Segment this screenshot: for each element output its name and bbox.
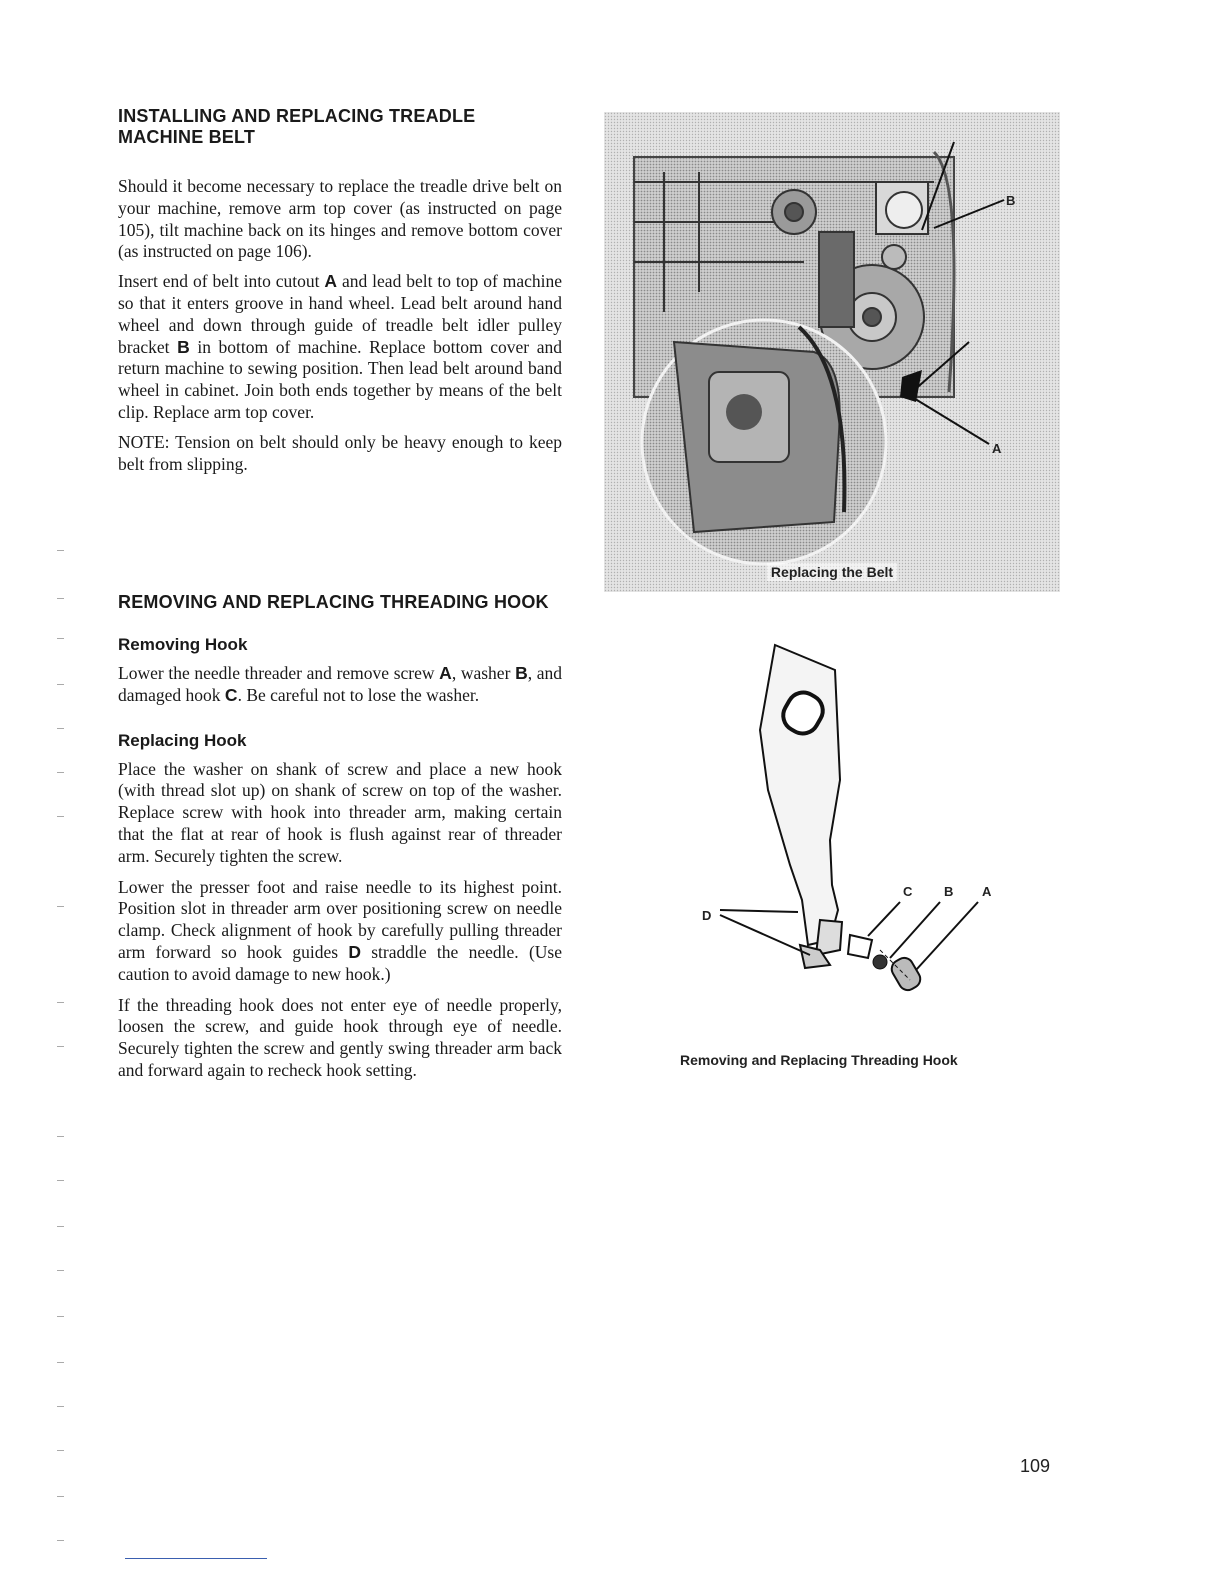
belt-p2-text-c: and lead belt to top of machine so that it enters groove in hand wheel. Lead belt around hand wheel and down through guide of treadle belt idler pulley bracket [118, 271, 562, 357]
section-belt [118, 106, 562, 483]
threader-arm [760, 645, 842, 968]
figure2-label-a: A [982, 884, 992, 899]
rep-text-a: Lower the presser foot and raise needle to its highest point. Position slot in threader arm over positioning screw on needle clamp. Check alignment of hook by carefully pulling threader arm forward so hook guides [118, 876, 562, 962]
margin-tick [57, 638, 64, 639]
belt-p2-text-e: in bottom of machine. Replace bottom cover and return machine to sewing position. Then lead belt around band wheel in cabinet. Join both ends together by means of the belt clip. Replace arm top cover. [118, 336, 562, 422]
margin-tick [57, 1046, 64, 1047]
belt-note: NOTE: Tension on belt should only be heavy enough to keep belt from slipping. [118, 431, 562, 474]
replacing-paragraph-3: If the threading hook does not enter eye of needle properly, loosen the screw, and guide hook through eye of needle. Securely tighten the screw and gently swing threader arm back and forward again to recheck hook setting. [118, 994, 562, 1080]
rep-text-c: straddle the needle. (Use caution to avoid damage to new hook.) [118, 941, 562, 984]
rep-label-d: D [348, 941, 361, 962]
replacing-paragraph-2 [118, 877, 562, 986]
margin-tick [57, 598, 64, 599]
washer-b [873, 955, 887, 969]
removing-hook-paragraph [118, 663, 562, 707]
margin-tick [57, 1362, 64, 1363]
margin-tick [57, 550, 64, 551]
margin-tick [57, 1270, 64, 1271]
section-belt-title: INSTALLING AND REPLACING TREADLE MACHINE BELT [118, 106, 476, 147]
margin-tick [57, 772, 64, 773]
section-hook-title: REMOVING AND REPLACING THREADING HOOK [118, 592, 549, 612]
margin-tick [57, 906, 64, 907]
screw-a [888, 955, 923, 994]
belt-p2-text-a: Insert end of belt into cutout [118, 271, 325, 292]
replacing-paragraph-1: Place the washer on shank of screw and place a new hook (with thread slot up) on shank of screw on top of the washer. Replace screw with hook into threader arm, making certain that the flat at rear of hook is flush against rear of threader arm. Securely tighten the screw. [118, 758, 562, 866]
rem-label-b: B [515, 663, 528, 683]
margin-tick [57, 1180, 64, 1181]
margin-tick [57, 1316, 64, 1317]
hook-parts [848, 935, 924, 993]
figure2-label-b: B [944, 884, 954, 899]
figure-threading-hook [690, 640, 1010, 1010]
figure2-caption: Removing and Replacing Threading Hook [680, 1052, 958, 1068]
figure2-label-d: D [702, 908, 712, 923]
bottom-rule [125, 1558, 267, 1559]
replacing-hook-heading: Replacing Hook [118, 730, 247, 750]
magnified-bobbin-circle [642, 320, 886, 564]
figure-replacing-belt [604, 112, 1060, 592]
margin-tick [57, 1450, 64, 1451]
belt-paragraph-1: Should it become necessary to replace the treadle drive belt on your machine, remove arm top cover (as instructed on page 105), tilt machine back on its hinges and remove bottom cover (as instructed on page 106). [118, 176, 562, 262]
margin-tick [57, 728, 64, 729]
removing-hook-heading: Removing Hook [118, 635, 248, 654]
page-number: 109 [1020, 1456, 1051, 1476]
rem-label-a: A [439, 663, 452, 683]
belt-paragraph-2 [118, 271, 562, 424]
figure1-label-a: A [992, 441, 1002, 456]
rem-text-c: , washer [451, 663, 516, 683]
belt-p2-label-a: A [324, 271, 338, 292]
figure2-label-c: C [903, 884, 913, 899]
margin-tick [57, 1002, 64, 1003]
margin-tick [57, 1496, 64, 1497]
margin-tick [57, 1540, 64, 1541]
belt-p2-label-b: B [177, 336, 190, 357]
figure1-caption [604, 564, 1060, 580]
rem-text-a: Lower the needle threader and remove screw [118, 663, 440, 683]
rem-text-e: , and damaged hook [118, 663, 562, 705]
hook-c [848, 935, 872, 958]
section-threading-hook [118, 592, 562, 1091]
margin-tick [57, 1406, 64, 1407]
rem-label-c: C [224, 684, 238, 705]
figure1-caption-text: Replacing the Belt [767, 563, 897, 581]
margin-tick [57, 1136, 64, 1137]
rem-text-g: . Be careful not to lose the washer. [237, 684, 480, 705]
margin-tick [57, 816, 64, 817]
margin-tick [57, 1226, 64, 1227]
margin-tick [57, 684, 64, 685]
replacing-hook-block [118, 731, 562, 1082]
figure1-label-b: B [1006, 193, 1016, 208]
